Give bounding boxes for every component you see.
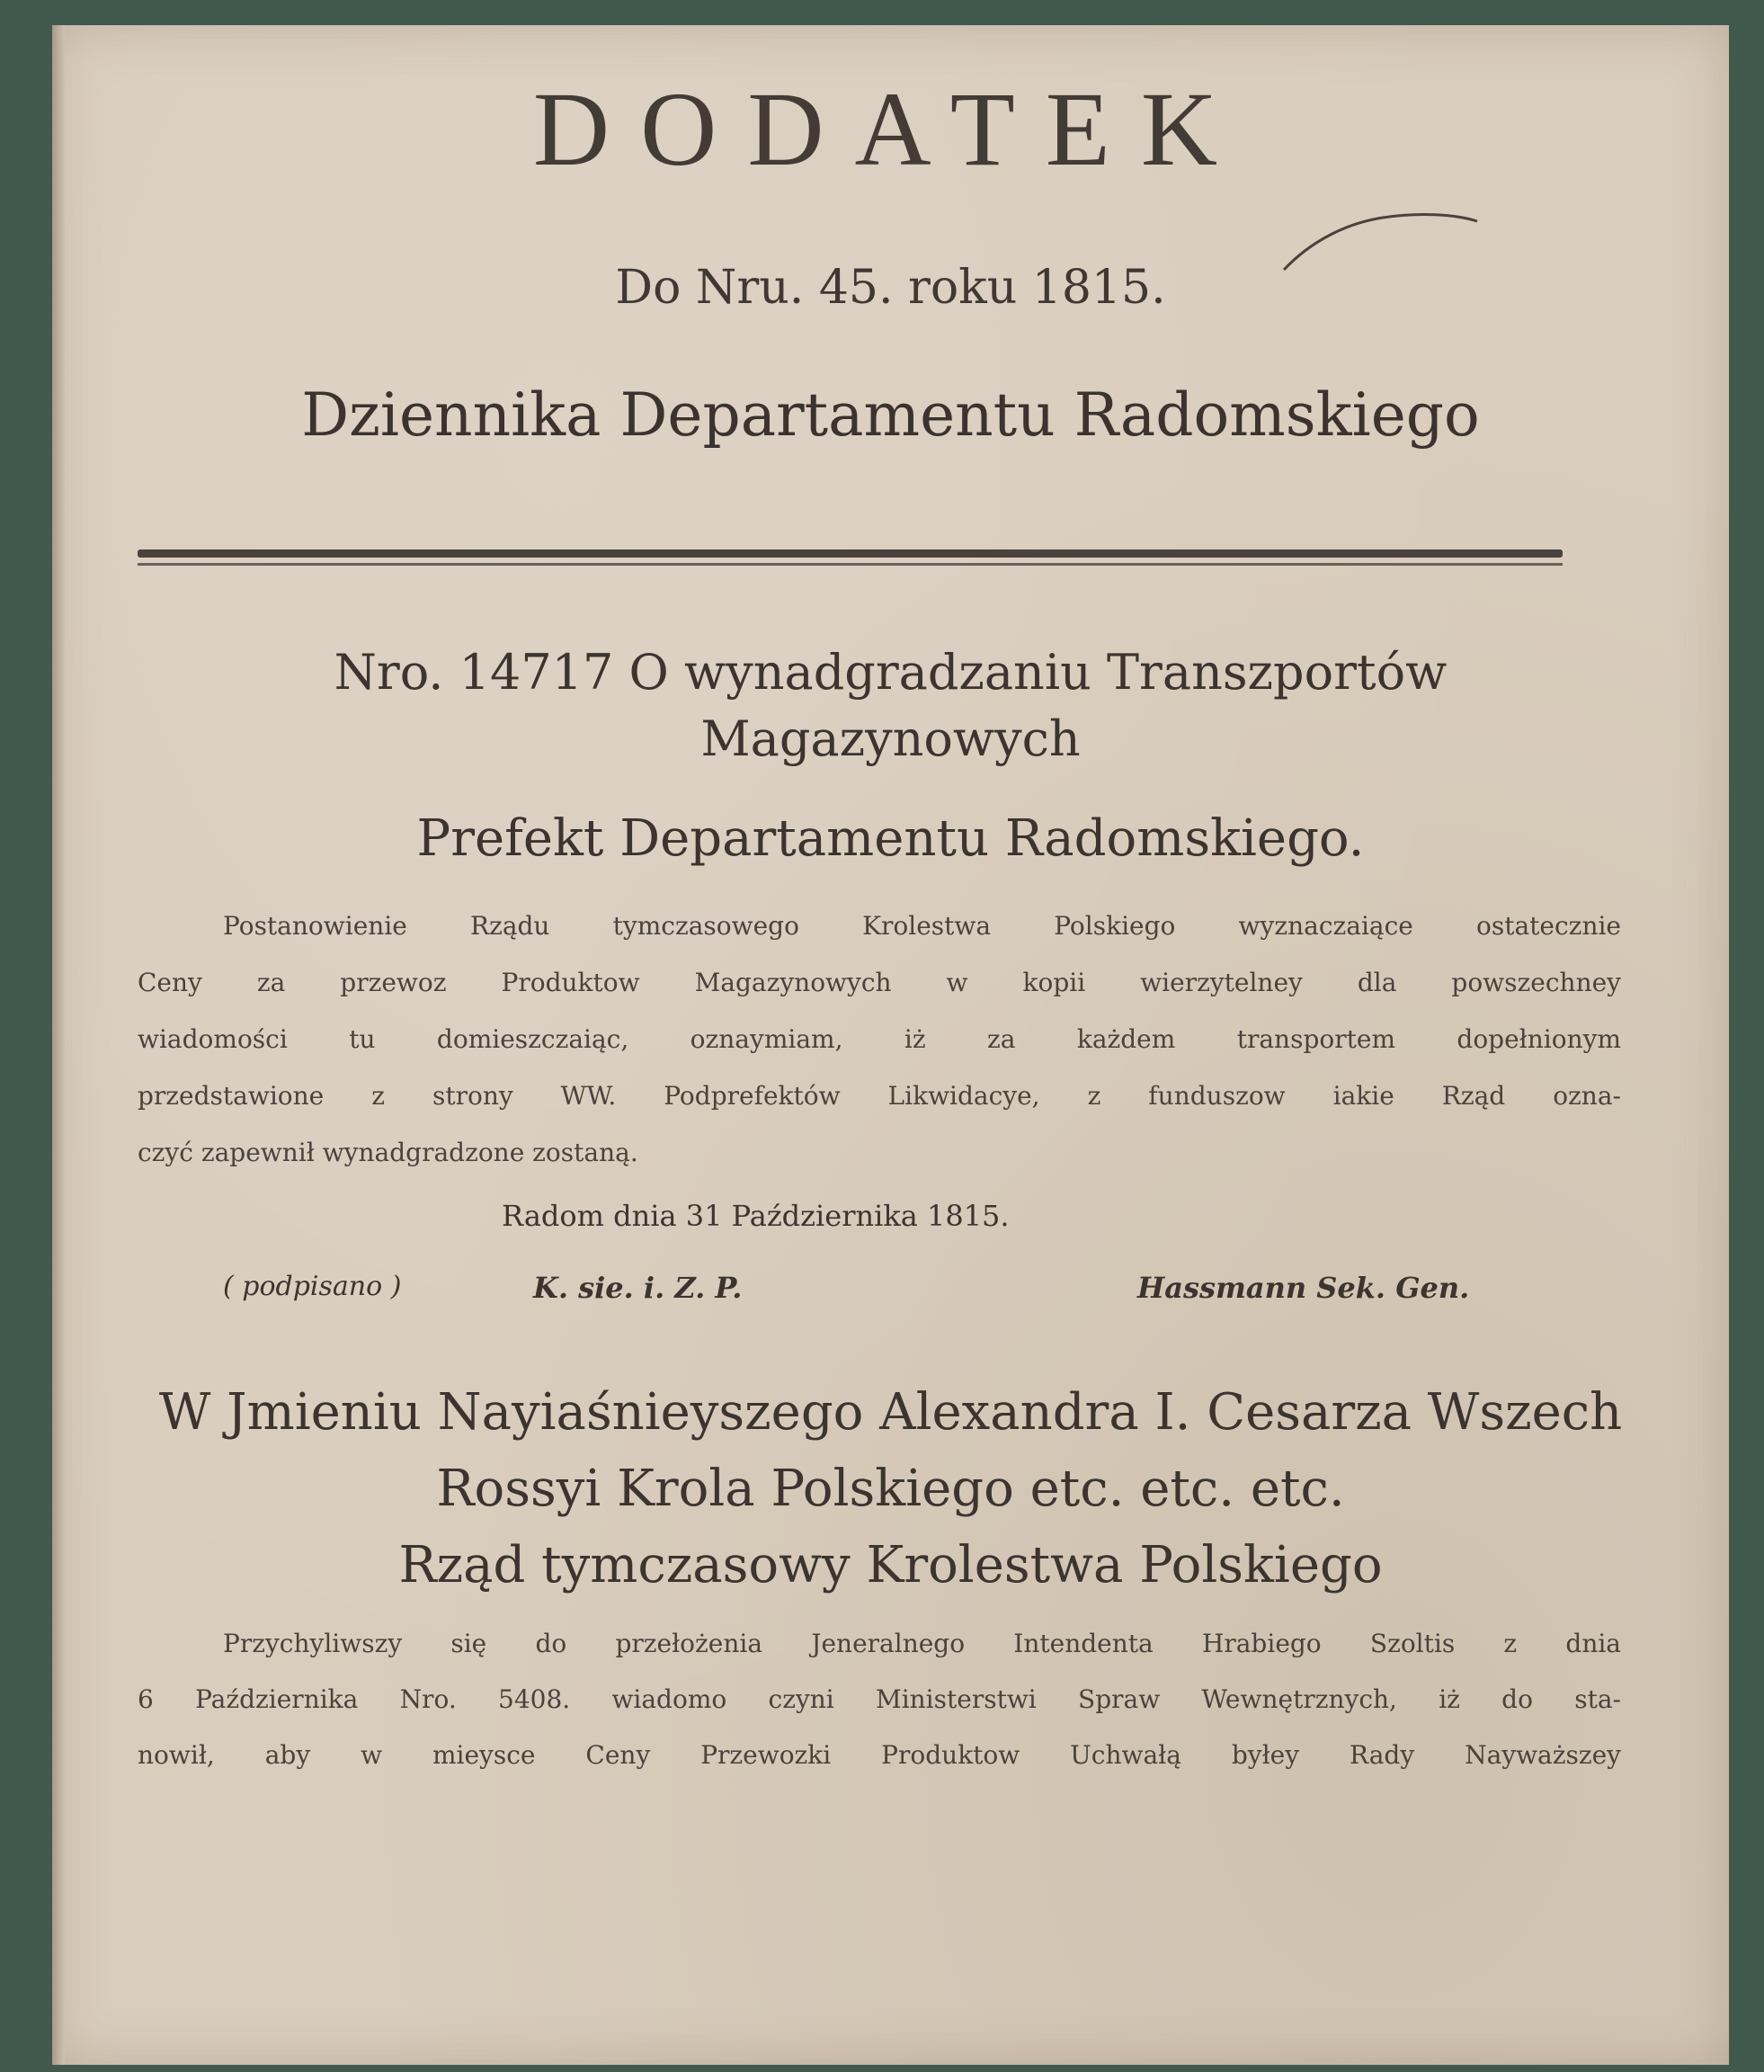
- header-divider-thick: [138, 549, 1563, 558]
- signatory-initials: K. sie. i. Z. P.: [533, 1271, 743, 1305]
- notice1-date-line: Radom dnia 31 Października 1815.: [502, 1199, 1010, 1233]
- notice2-heading-line3: Rząd tymczasowy Krolestwa Polskiego: [398, 1536, 1383, 1594]
- notice2-body-line: 6 Października Nro. 5408. wiadomo czyni Ministerstwi Spraw Wewnętrznych, iż do sta-: [138, 1684, 1621, 1714]
- page-spine-edge: [52, 25, 65, 2065]
- notice1-body-line: czyć zapewnił wynadgradzone zostaną.: [138, 1138, 638, 1167]
- signed-label: ( podpisano ): [223, 1271, 402, 1302]
- notice1-heading-line2: Magazynowych: [700, 710, 1081, 767]
- header-divider-thin: [138, 563, 1563, 566]
- notice1-body-line: wiadomości tu domieszczaiąc, oznaymiam, iż za każdem transportem dopełnionym: [138, 1024, 1621, 1054]
- issue-subtitle: Do Nru. 45. roku 1815.: [615, 261, 1166, 315]
- notice2-heading-line1: W Jmieniu Nayiaśnieyszego Alexandra I. Cesarza Wszech: [158, 1383, 1623, 1442]
- notice1-body-line: Ceny za przewoz Produktow Magazynowych w kopii wierzytelney dla powszechney: [138, 968, 1621, 997]
- secretary-signature: Hassmann Sek. Gen.: [1137, 1271, 1470, 1305]
- document-page: [52, 25, 1729, 2065]
- journal-name: Dziennika Departamentu Radomskiego: [301, 380, 1480, 450]
- notice1-body-line: Postanowienie Rządu tymczasowego Krolestwa Polskiego wyznaczaiące ostatecznie: [223, 911, 1621, 941]
- notice2-body-line: nowił, aby w mieysce Ceny Przewozki Produktow Uchwałą byłey Rady Nayważszey: [138, 1740, 1621, 1770]
- notice1-issuer: Prefekt Departamentu Radomskiego.: [416, 809, 1365, 868]
- notice1-body-line: przedstawione z strony WW. Podprefektów Likwidacye, z funduszow iakie Rząd ozna-: [138, 1081, 1621, 1111]
- notice1-heading-line1: Nro. 14717 O wynadgradzaniu Transzportów: [334, 644, 1448, 701]
- notice2-body-line: Przychyliwszy się do przełożenia Jeneralnego Intendenta Hrabiego Szoltis z dnia: [223, 1629, 1621, 1658]
- notice2-heading-line2: Rossyi Krola Polskiego etc. etc. etc.: [436, 1460, 1345, 1518]
- page-title: DODATEK: [532, 70, 1249, 188]
